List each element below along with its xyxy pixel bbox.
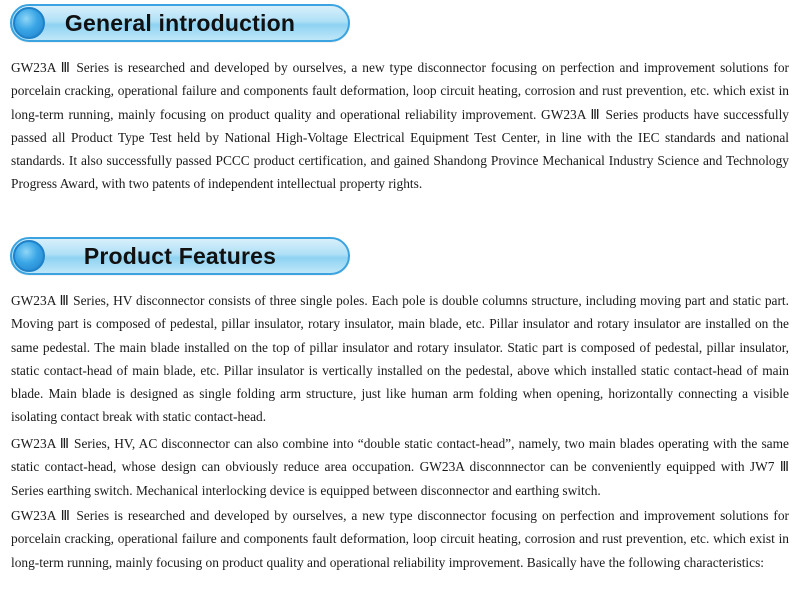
features-paragraph-1: GW23A Ⅲ Series, HV disconnector consists of three single poles. Each pole is double columns structure, including moving part and static part. Moving part is composed of pedestal, pillar insulator, rotary insulator, main blade, etc. Pillar insulator and rotary insulator are installed on the same pedestal. The main blade installed on the top of pillar insulator and rotary insulator. Static part is composed of pedestal, pillar insulator, static contact-head of main blade, etc. Pillar insulator is vertically installed on the pedestal, above which installed static contact-head of main blade. Main blade is designed as single folding arm structure, just like human arm folding when opening, horizontally connecting a visible isolating contact break with static contact-head. xyxy=(11,293,789,425)
section-header-general-introduction xyxy=(10,4,350,44)
features-paragraph-2: GW23A Ⅲ Series, HV, AC disconnector can also combine into “double static contact-head”, namely, two main blades operating with the same static contact-head, whose design can obviously reduce area occupation. GW23A disconnnector can be conveniently equipped with JW7 Ⅲ Series earthing switch. Mechanical interlocking device is equipped between disconnector and earthing switch. xyxy=(11,436,789,498)
features-paragraph-3: GW23A Ⅲ Series is researched and developed by ourselves, a new type disconnector focusing on perfection and improvement solutions for porcelain cracking, operational failure and components fault deformation, loop circuit heating, corrosion and rust prevention, etc. which exist in long-term running, mainly focusing on product quality and operational reliability improvement. Basically have the following characteristics: xyxy=(11,508,789,570)
intro-paragraph: GW23A Ⅲ Series is researched and developed by ourselves, a new type disconnector focusing on perfection and improvement solutions for porcelain cracking, operational failure and components fault deformation, loop circuit heating, corrosion and rust prevention, etc. which exist in long-term running, mainly focusing on product quality and operational reliability improvement. GW23A Ⅲ Series products have successfully passed all Product Type Test held by National High-Voltage Electrical Equipment Test Center, in line with the IEC standards and national standards. It also successfully passed PCCC product certification, and gained Shandong Province Mechanical Industry Science and Technology Progress Award, with two patents of independent intellectual property rights. xyxy=(11,60,789,192)
section-header-product-features xyxy=(10,237,350,277)
section-title: General introduction xyxy=(64,10,296,36)
section-title: Product Features xyxy=(83,243,277,269)
